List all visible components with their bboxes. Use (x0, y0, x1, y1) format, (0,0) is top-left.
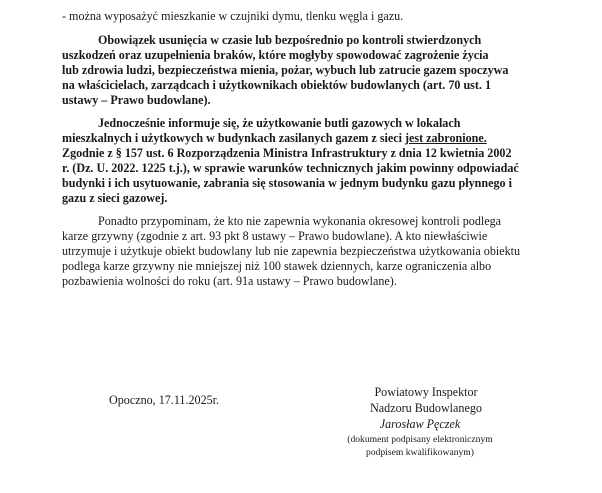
paragraph-line: r. (Dz. U. 2022. 1225 t.j.), w sprawie warunków technicznych jakim powinny odpowiadać (62, 161, 519, 175)
signature-title: Powiatowy Inspektor (374, 385, 478, 399)
paragraph-line: na właścicielach, zarządcach i użytkownikach obiektów budowlanych (art. 70 ust. 1 (62, 78, 492, 92)
signature-note: (dokument podpisany elektronicznym (347, 434, 493, 445)
paragraph-line: Zgodnie z § 157 ust. 6 Rozporządzenia Ministra Infrastruktury z dnia 12 kwietnia 2002 (62, 146, 512, 160)
paragraph-line: gazu z sieci gazowej. (62, 191, 168, 205)
paragraph-line: budynki i ich usytuowanie, zabrania się stosowania w jednym budynku gazu płynnego i (62, 176, 512, 190)
bullet-smoke-detectors: - można wyposażyć mieszkanie w czujniki dymu, tlenku węgla i gazu. (62, 9, 404, 23)
signature-name: Jarosław Pęczek (379, 417, 461, 431)
paragraph-line: Ponadto przypominam, że kto nie zapewnia wykonania okresowej kontroli podlega (98, 214, 502, 228)
paragraph-line: podlega karze grzywny nie mniejszej niż 100 stawek dziennych, karze ograniczenia albo (62, 259, 492, 273)
paragraph-line: lub zdrowia ludzi, bezpieczeństwa mienia, pożar, wybuch lub zatrucie gazem spoczywa (62, 63, 509, 77)
paragraph-line: ustawy – Prawo budowlane). (62, 93, 211, 107)
paragraph-line: utrzymuje i użytkuje obiekt budowlany lub nie zapewnia bezpieczeństwa użytkowania obiektu (62, 244, 521, 258)
paragraph-text: mieszkalnych i użytkowych w budynkach zasilanych gazem z sieci (62, 131, 406, 145)
signature-note: podpisem kwalifikowanym) (366, 447, 474, 458)
paragraph-line: Obowiązek usunięcia w czasie lub bezpośrednio po kontroli stwierdzonych (98, 33, 482, 47)
paragraph-line: uszkodzeń oraz uzupełnienia braków, które mogłyby spowodować zagrożenie życia (62, 48, 489, 62)
signature-title: Nadzoru Budowlanego (370, 401, 482, 415)
underlined-prohibited: jest zabronione. (405, 131, 487, 145)
paragraph-line: pozbawienia wolności do roku (art. 91a ustawy – Prawo budowlane). (62, 274, 397, 288)
paragraph-line (62, 131, 487, 145)
place-date: Opoczno, 17.11.2025r. (109, 393, 220, 407)
paragraph-line: karze grzywny (zgodnie z art. 93 pkt 8 ustawy – Prawo budowlane). A kto niewłaściwie (62, 229, 488, 243)
paragraph-line: Jednocześnie informuje się, że użytkowanie butli gazowych w lokalach (98, 116, 461, 130)
